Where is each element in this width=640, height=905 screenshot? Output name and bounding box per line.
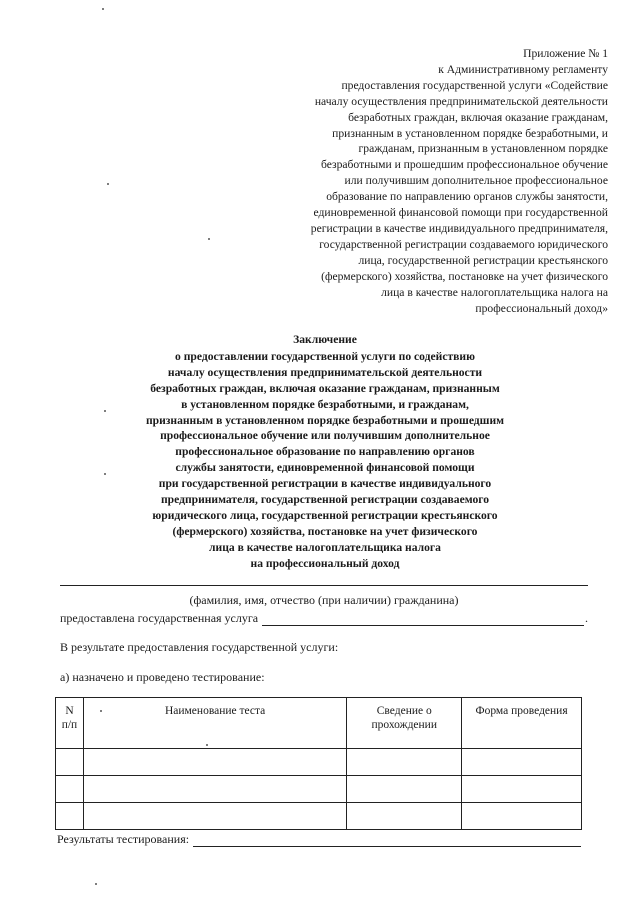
table-cell[interactable] bbox=[56, 749, 84, 776]
header-passed-line2: прохождении bbox=[371, 719, 437, 731]
header-form: Форма проведения bbox=[462, 698, 582, 749]
appendix-line: безработных граждан, включая оказание гражданам, bbox=[348, 110, 608, 124]
service-row bbox=[60, 611, 588, 626]
appendix-line: образование по направлению органов службы занятости, bbox=[326, 190, 608, 204]
appendix-line: единовременной финансовой помощи при государственной bbox=[313, 206, 608, 220]
appendix-line: предоставления государственной услуги «Содействие bbox=[341, 78, 608, 92]
scan-speck bbox=[208, 238, 210, 240]
table-row bbox=[56, 803, 582, 830]
table-row bbox=[56, 776, 582, 803]
results-label: Результаты тестирования: bbox=[57, 832, 190, 846]
conclusion-title-block bbox=[115, 332, 535, 572]
header-passed bbox=[347, 698, 462, 749]
appendix-line: к Административному регламенту bbox=[438, 62, 608, 76]
conclusion-line: о предоставлении государственной услуги по содействию bbox=[175, 349, 475, 363]
results-field[interactable] bbox=[193, 832, 581, 847]
appendix-line: государственной регистрации создаваемого юридического bbox=[319, 237, 608, 251]
appendix-line: безработными и прошедшим профессиональное обучение bbox=[320, 158, 608, 172]
appendix-line: лица в качестве налогоплательщика налога на bbox=[381, 285, 608, 299]
conclusion-line: признанным в установленном порядке безработными и прошедшим bbox=[145, 413, 505, 427]
header-test-name: Наименование теста bbox=[83, 698, 346, 749]
conclusion-line: на профессиональный доход bbox=[250, 556, 400, 570]
service-label: предоставлена государственная услуга bbox=[60, 611, 259, 625]
conclusion-line: безработных граждан, включая оказание гражданам, признанным bbox=[150, 381, 500, 395]
table-cell[interactable] bbox=[462, 749, 582, 776]
conclusion-line: службы занятости, единовременной финансовой помощи bbox=[175, 461, 475, 475]
conclusion-line: в установленном порядке безработными, и гражданам, bbox=[181, 397, 469, 411]
testing-intro: а) назначено и проведено тестирование: bbox=[60, 670, 265, 684]
header-passed-line1: Сведение о bbox=[376, 705, 432, 717]
table-cell[interactable] bbox=[347, 803, 462, 830]
service-end-mark: . bbox=[585, 611, 588, 625]
table-cell[interactable] bbox=[347, 749, 462, 776]
table-cell[interactable] bbox=[462, 776, 582, 803]
appendix-line: или получившим дополнительное профессиональное bbox=[344, 174, 608, 188]
conclusion-line: предпринимателя, государственной регистрации создаваемого bbox=[160, 493, 490, 507]
citizen-name-caption: (фамилия, имя, отчество (при наличии) гражданина) bbox=[189, 593, 459, 607]
header-number-line2: п/п bbox=[61, 719, 78, 731]
conclusion-line: (фермерского) хозяйства, постановке на учет физического bbox=[172, 524, 478, 538]
conclusion-line: началу осуществления предпринимательской деятельности bbox=[167, 365, 483, 379]
appendix-block bbox=[248, 46, 608, 316]
scan-speck bbox=[104, 473, 106, 475]
scan-speck bbox=[95, 883, 97, 885]
conclusion-line: при государственной регистрации в качестве индивидуального bbox=[158, 477, 492, 491]
table-cell[interactable] bbox=[56, 803, 84, 830]
conclusion-line: профессиональное образование по направлению органов bbox=[175, 445, 475, 459]
scan-speck bbox=[104, 410, 106, 412]
scan-speck bbox=[206, 744, 208, 746]
table-row bbox=[56, 749, 582, 776]
citizen-name-field[interactable] bbox=[60, 585, 588, 586]
conclusion-heading: Заключение bbox=[293, 333, 357, 346]
appendix-line: регистрации в качестве индивидуального предпринимателя, bbox=[310, 221, 608, 235]
table-cell[interactable] bbox=[83, 803, 346, 830]
scan-speck bbox=[100, 710, 102, 712]
header-number-line1: N bbox=[65, 705, 74, 717]
table-header-row bbox=[56, 698, 582, 749]
appendix-line: профессиональный доход» bbox=[475, 301, 608, 315]
table-cell[interactable] bbox=[56, 776, 84, 803]
service-field[interactable] bbox=[262, 611, 584, 626]
table-cell[interactable] bbox=[83, 776, 346, 803]
appendix-line: Приложение № 1 bbox=[523, 47, 608, 60]
conclusion-line: юридического лица, государственной регистрации крестьянского bbox=[152, 508, 498, 522]
header-number bbox=[56, 698, 84, 749]
appendix-line: (фермерского) хозяйства, постановке на учет физического bbox=[321, 269, 608, 283]
table-cell[interactable] bbox=[83, 749, 346, 776]
appendix-line: признанным в установленном порядке безработными, и bbox=[332, 126, 608, 140]
conclusion-line: профессиональное обучение или получившим дополнительное bbox=[160, 429, 490, 443]
table-cell[interactable] bbox=[347, 776, 462, 803]
scan-speck bbox=[102, 8, 104, 10]
appendix-line: лица, государственной регистрации крестьянского bbox=[358, 253, 608, 267]
tests-table bbox=[55, 697, 582, 830]
result-intro: В результате предоставления государственной услуги: bbox=[60, 640, 339, 654]
appendix-line: гражданам, признанным в установленном порядке bbox=[358, 142, 608, 156]
table-cell[interactable] bbox=[462, 803, 582, 830]
scan-speck bbox=[107, 183, 109, 185]
results-row bbox=[57, 832, 581, 847]
conclusion-line: лица в качестве налогоплательщика налога bbox=[209, 540, 441, 554]
appendix-line: началу осуществления предпринимательской деятельности bbox=[314, 94, 608, 108]
